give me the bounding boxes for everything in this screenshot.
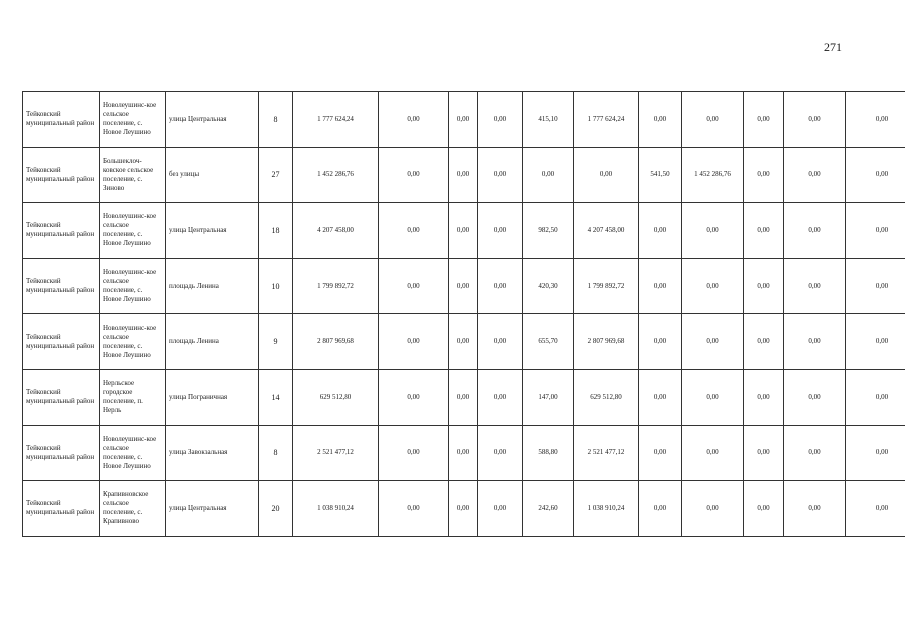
street-cell: без улицы [166,147,259,203]
house-number-cell: 27 [259,147,293,203]
settlement-cell: Нерльское городское поселение, п. Нерль [100,369,166,425]
district-cell: Тейковский муниципальный район [23,92,100,148]
value-cell: 0,00 [744,314,784,370]
cost-cell: 1 799 892,72 [574,258,639,314]
value-cell: 0,00 [744,92,784,148]
street-cell: улица Пограничная [166,369,259,425]
cost-cell: 2 807 969,68 [574,314,639,370]
value-cell: 0,00 [846,258,905,314]
cost-cell: 0,00 [574,147,639,203]
cost-alt-cell: 0,00 [682,258,744,314]
cost-cell: 4 207 458,00 [574,203,639,259]
value-cell: 0,00 [478,92,523,148]
district-cell: Тейковский муниципальный район [23,481,100,537]
value-cell: 0,00 [846,203,905,259]
house-number-cell: 8 [259,425,293,481]
value-cell: 0,00 [379,314,449,370]
table-row [23,147,905,203]
value-cell: 0,00 [784,258,846,314]
settlement-cell: Большеклоч-ковское сельское поселение, с. Зиново [100,147,166,203]
settlement-cell: Новолеушинс-кое сельское поселение, с. Новое Леушино [100,258,166,314]
area-alt-cell: 0,00 [639,369,682,425]
value-cell: 0,00 [846,147,905,203]
cost-total-cell: 4 207 458,00 [293,203,379,259]
value-cell: 0,00 [846,369,905,425]
cost-alt-cell: 0,00 [682,481,744,537]
table-row [23,92,905,148]
cost-alt-cell: 0,00 [682,92,744,148]
value-cell: 0,00 [379,258,449,314]
area-cell: 147,00 [523,369,574,425]
value-cell: 0,00 [744,147,784,203]
street-cell: улица Центральная [166,481,259,537]
area-cell: 0,00 [523,147,574,203]
value-cell: 0,00 [478,425,523,481]
value-cell: 0,00 [379,369,449,425]
value-cell: 0,00 [478,481,523,537]
cost-cell: 1 038 910,24 [574,481,639,537]
table-row [23,481,905,537]
value-cell: 0,00 [784,92,846,148]
cost-total-cell: 2 521 477,12 [293,425,379,481]
area-cell: 982,50 [523,203,574,259]
value-cell: 0,00 [784,425,846,481]
cost-alt-cell: 0,00 [682,425,744,481]
street-cell: улица Центральная [166,92,259,148]
value-cell: 0,00 [846,425,905,481]
cost-cell: 1 777 624,24 [574,92,639,148]
district-cell: Тейковский муниципальный район [23,425,100,481]
value-cell: 0,00 [449,147,478,203]
value-cell: 0,00 [379,481,449,537]
value-cell: 0,00 [744,425,784,481]
value-cell: 0,00 [744,203,784,259]
settlement-cell: Новолеушинс-кое сельское поселение, с. Новое Леушино [100,425,166,481]
area-cell: 420,30 [523,258,574,314]
cost-alt-cell: 0,00 [682,369,744,425]
house-number-cell: 14 [259,369,293,425]
cost-total-cell: 1 038 910,24 [293,481,379,537]
value-cell: 0,00 [846,314,905,370]
area-alt-cell: 0,00 [639,314,682,370]
street-cell: улица Центральная [166,203,259,259]
value-cell: 0,00 [744,369,784,425]
value-cell: 0,00 [478,258,523,314]
value-cell: 0,00 [846,92,905,148]
cost-alt-cell: 1 452 286,76 [682,147,744,203]
value-cell: 0,00 [379,425,449,481]
street-cell: улица Завокзальная [166,425,259,481]
cost-total-cell: 1 777 624,24 [293,92,379,148]
value-cell: 0,00 [478,369,523,425]
value-cell: 0,00 [846,481,905,537]
housing-program-table [22,91,905,537]
area-alt-cell: 541,50 [639,147,682,203]
value-cell: 0,00 [744,481,784,537]
table-row [23,203,905,259]
value-cell: 0,00 [784,147,846,203]
value-cell: 0,00 [784,369,846,425]
value-cell: 0,00 [449,369,478,425]
cost-cell: 2 521 477,12 [574,425,639,481]
value-cell: 0,00 [449,481,478,537]
cost-cell: 629 512,80 [574,369,639,425]
table-row [23,314,905,370]
value-cell: 0,00 [478,314,523,370]
district-cell: Тейковский муниципальный район [23,369,100,425]
value-cell: 0,00 [379,147,449,203]
cost-total-cell: 2 807 969,68 [293,314,379,370]
value-cell: 0,00 [449,258,478,314]
area-cell: 242,60 [523,481,574,537]
district-cell: Тейковский муниципальный район [23,147,100,203]
street-cell: площадь Ленина [166,258,259,314]
area-cell: 655,70 [523,314,574,370]
district-cell: Тейковский муниципальный район [23,258,100,314]
settlement-cell: Новолеушинс-кое сельское поселение, с. Новое Леушино [100,203,166,259]
value-cell: 0,00 [744,258,784,314]
value-cell: 0,00 [784,314,846,370]
table-row [23,258,905,314]
house-number-cell: 10 [259,258,293,314]
area-alt-cell: 0,00 [639,258,682,314]
street-cell: площадь Ленина [166,314,259,370]
settlement-cell: Новолеушинс-кое сельское поселение, с. Новое Леушино [100,92,166,148]
value-cell: 0,00 [379,92,449,148]
page-number: 271 [824,40,842,54]
value-cell: 0,00 [449,203,478,259]
cost-total-cell: 1 799 892,72 [293,258,379,314]
value-cell: 0,00 [784,481,846,537]
cost-alt-cell: 0,00 [682,314,744,370]
house-number-cell: 9 [259,314,293,370]
house-number-cell: 18 [259,203,293,259]
cost-alt-cell: 0,00 [682,203,744,259]
table-row [23,369,905,425]
settlement-cell: Крапивновское сельское поселение, с. Крапивново [100,481,166,537]
district-cell: Тейковский муниципальный район [23,314,100,370]
area-alt-cell: 0,00 [639,203,682,259]
value-cell: 0,00 [478,203,523,259]
cost-total-cell: 1 452 286,76 [293,147,379,203]
settlement-cell: Новолеушинс-кое сельское поселение, с. Новое Леушино [100,314,166,370]
value-cell: 0,00 [449,425,478,481]
area-alt-cell: 0,00 [639,481,682,537]
district-cell: Тейковский муниципальный район [23,203,100,259]
value-cell: 0,00 [449,92,478,148]
value-cell: 0,00 [784,203,846,259]
cost-total-cell: 629 512,80 [293,369,379,425]
house-number-cell: 8 [259,92,293,148]
area-cell: 588,80 [523,425,574,481]
table-body [23,92,905,537]
value-cell: 0,00 [449,314,478,370]
house-number-cell: 20 [259,481,293,537]
value-cell: 0,00 [379,203,449,259]
value-cell: 0,00 [478,147,523,203]
area-alt-cell: 0,00 [639,425,682,481]
table-row [23,425,905,481]
area-cell: 415,10 [523,92,574,148]
area-alt-cell: 0,00 [639,92,682,148]
